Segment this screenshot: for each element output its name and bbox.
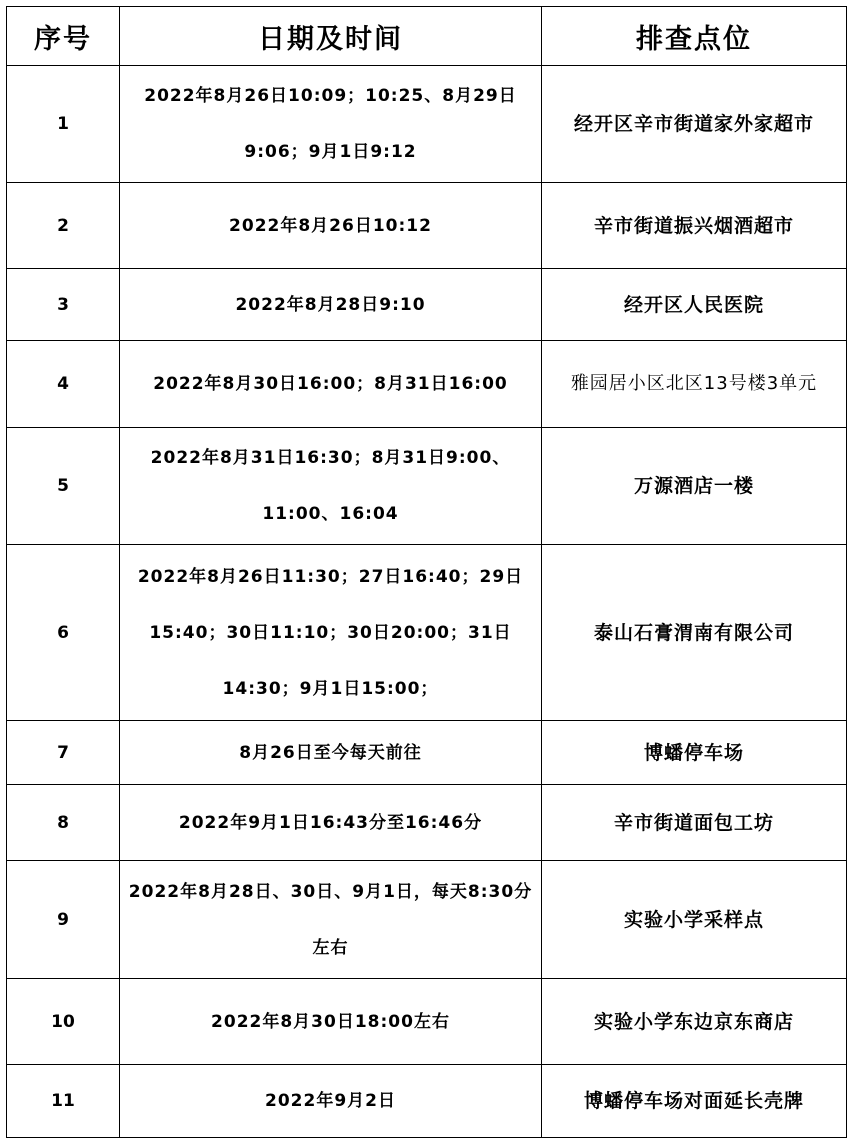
- table-row: [7, 183, 847, 269]
- row-location: 经开区人民医院: [542, 269, 847, 341]
- row-time: 2022年8月30日16:00；8月31日16:00: [120, 341, 542, 428]
- table-row: [7, 721, 847, 785]
- row-time: 2022年8月26日10:09；10:25、8月29日9:06；9月1日9:12: [120, 66, 542, 183]
- row-location: 博蟠停车场: [542, 721, 847, 785]
- row-location: 实验小学采样点: [542, 861, 847, 979]
- row-no: 5: [7, 428, 120, 545]
- row-no: 11: [7, 1065, 120, 1138]
- investigation-table: [6, 6, 847, 1138]
- header-row: [7, 7, 847, 66]
- row-no: 10: [7, 979, 120, 1065]
- row-time: 2022年8月26日11:30；27日16:40；29日15:40；30日11:10；30日20:00；31日14:30；9月1日15:00；: [120, 545, 542, 721]
- row-time: 2022年8月28日、30日、9月1日，每天8:30分左右: [120, 861, 542, 979]
- row-time: 2022年8月26日10:12: [120, 183, 542, 269]
- row-location: 泰山石膏渭南有限公司: [542, 545, 847, 721]
- header-datetime: 日期及时间: [120, 7, 542, 66]
- table-row: [7, 861, 847, 979]
- table-row: [7, 979, 847, 1065]
- row-location: 万源酒店一楼: [542, 428, 847, 545]
- table-row: [7, 545, 847, 721]
- row-time: 2022年8月31日16:30；8月31日9:00、11:00、16:04: [120, 428, 542, 545]
- row-no: 3: [7, 269, 120, 341]
- table-row: [7, 785, 847, 861]
- table-row: [7, 428, 847, 545]
- row-no: 1: [7, 66, 120, 183]
- row-time: 2022年8月28日9:10: [120, 269, 542, 341]
- row-no: 7: [7, 721, 120, 785]
- header-no: 序号: [7, 7, 120, 66]
- row-no: 2: [7, 183, 120, 269]
- row-time: 8月26日至今每天前往: [120, 721, 542, 785]
- row-location: 雅园居小区北区13号楼3单元: [542, 341, 847, 428]
- row-time: 2022年9月1日16:43分至16:46分: [120, 785, 542, 861]
- row-time: 2022年8月30日18:00左右: [120, 979, 542, 1065]
- row-location: 博蟠停车场对面延长壳牌: [542, 1065, 847, 1138]
- row-location: 经开区辛市街道家外家超市: [542, 66, 847, 183]
- row-no: 9: [7, 861, 120, 979]
- row-location: 辛市街道振兴烟酒超市: [542, 183, 847, 269]
- row-no: 8: [7, 785, 120, 861]
- row-time: 2022年9月2日: [120, 1065, 542, 1138]
- header-location: 排查点位: [542, 7, 847, 66]
- row-location: 实验小学东边京东商店: [542, 979, 847, 1065]
- table-row: [7, 269, 847, 341]
- row-location: 辛市街道面包工坊: [542, 785, 847, 861]
- table-row: [7, 341, 847, 428]
- row-no: 6: [7, 545, 120, 721]
- table-row: [7, 1065, 847, 1138]
- table-row: [7, 66, 847, 183]
- row-no: 4: [7, 341, 120, 428]
